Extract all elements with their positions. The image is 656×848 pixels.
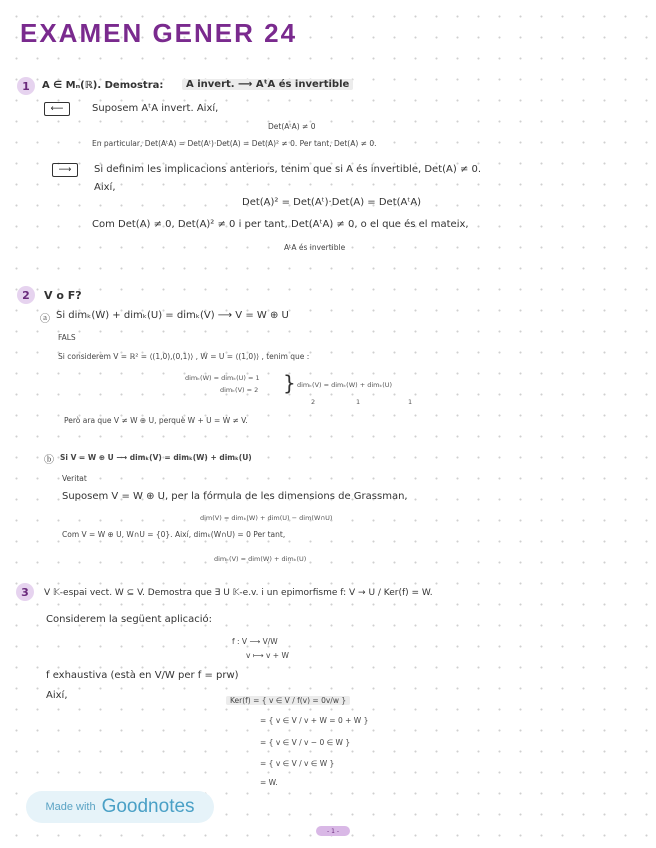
q2a-num-3: 1 xyxy=(408,398,413,406)
q1-left-arrow-box: ⟵ xyxy=(44,102,70,116)
q3-line-1: Considerem la següent aplicació: xyxy=(46,614,213,625)
q3-line-2: f exhaustiva (està en V/W per f = prᴡ) xyxy=(46,670,239,681)
q3-line-3: Així, xyxy=(46,690,68,701)
q3-header: V 𝕂-espai vect. W ⊆ V. Demostra que ∃ U 𝕂-e.v. i un epimorfisme f: V → U / Ker(f) = W. xyxy=(44,588,433,598)
q1-line-1: Suposem AᵗA invert. Així, xyxy=(92,103,219,114)
q2a-line-5: Però ara que V ≠ W ⊕ U, perquè W + U = W ≠ V. xyxy=(64,416,248,425)
q1-line-5: Així, xyxy=(94,182,116,193)
goodnotes-badge[interactable] xyxy=(26,791,214,823)
q3-ker-4: = { v ∈ V / v ∈ W } xyxy=(260,759,335,768)
q1-line-8: AᵗA és invertible xyxy=(284,243,346,252)
q1-statement: A ∈ Mₙ(ℝ). Demostra: xyxy=(42,80,164,91)
q2b-answer: Veritat xyxy=(62,474,87,483)
goodnotes-logo-text: Goodnotes xyxy=(101,796,195,817)
page-title: EXAMEN GENER 24 xyxy=(20,18,298,48)
q2a-marker: ⓐ xyxy=(40,314,50,325)
q1-right-arrow-box: ⟶ xyxy=(52,163,78,177)
q2b-line-3: Com V = W ⊕ U, W∩U = {0}. Així, dimₖ(W∩U) = 0 Per tant, xyxy=(62,530,286,539)
q2a-line-3: dimₖ(V) = 2 xyxy=(220,386,259,394)
q2-header: V o F? xyxy=(44,289,82,302)
q2a-line-2: dimₖ(W) = dimₖ(U) = 1 xyxy=(185,374,260,382)
q2a-num-1: 2 xyxy=(311,398,316,406)
q2a-answer: FALS xyxy=(58,333,76,342)
q2b-marker: ⓑ xyxy=(44,455,54,466)
q3-ker-3: = { v ∈ V / v − 0 ∈ W } xyxy=(260,738,351,747)
q2a-brace: } xyxy=(283,371,296,395)
q1-line-6: Det(A)² = Det(Aᵗ)·Det(A) = Det(AᵗA) xyxy=(242,197,422,208)
q3-ker-1: Ker(f) = { v ∈ V / f(v) = 0ᴠ/ᴡ } xyxy=(226,696,350,705)
q2a-label: Si dimₖ(W) + dimₖ(U) = dimₖ(V) ⟶ V = W ⊕ U xyxy=(56,310,289,321)
q3-ker-5: = W. xyxy=(260,778,278,787)
q1-line-2: Det(AᵗA) ≠ 0 xyxy=(268,122,316,131)
q1-line-4: Si definim les implicacions anteriors, tenim que si A és invertible, Det(A) ≠ 0. xyxy=(94,164,482,175)
q3-ker-2: = { v ∈ V / v + W = 0 + W } xyxy=(260,716,369,725)
question-3-number: 3 xyxy=(16,583,34,601)
q3-map-1: f : V ⟶ V/W xyxy=(232,637,278,646)
q2b-line-4: dimₖ(V) = dim(W) + dimₖ(U) xyxy=(214,555,307,563)
q2b-label: Si V = W ⊕ U ⟶ dimₖ(V) = dimₖ(W) + dimₖ(U) xyxy=(60,453,252,462)
q2a-num-2: 1 xyxy=(356,398,361,406)
made-with-label: Made with xyxy=(45,801,96,813)
page-indicator: - 1 - xyxy=(316,826,350,836)
q2b-line-1: Suposem V = W ⊕ U, per la fórmula de les dimensions de Grassman, xyxy=(62,491,408,502)
q3-map-2: v ⟼ v + W xyxy=(246,651,289,660)
q1-line-7: Com Det(A) ≠ 0, Det(A)² ≠ 0 i per tant, Det(AᵗA) ≠ 0, o el que és el mateix, xyxy=(92,219,469,230)
q2a-line-4: dimₖ(V) = dimₖ(W) + dimₖ(U) xyxy=(297,381,393,389)
q1-claim: A invert. ⟶ AᵗA és invertible xyxy=(182,79,353,90)
q2a-line-1: Si considerem V = ℝ² = ⟨(1,0),(0,1)⟩ , W = U = ⟨(1,0)⟩ , tenim que : xyxy=(58,352,310,361)
question-1-number: 1 xyxy=(17,77,35,95)
question-2-number: 2 xyxy=(17,286,35,304)
q1-line-3: En particular, Det(AᵗA) = Det(Aᵗ)·Det(A) = Det(A)² ≠ 0. Per tant, Det(A) ≠ 0. xyxy=(92,139,377,148)
q2b-line-2: dim(V) = dimₖ(W) + dim(U) − dim(W∩U) xyxy=(200,514,333,522)
